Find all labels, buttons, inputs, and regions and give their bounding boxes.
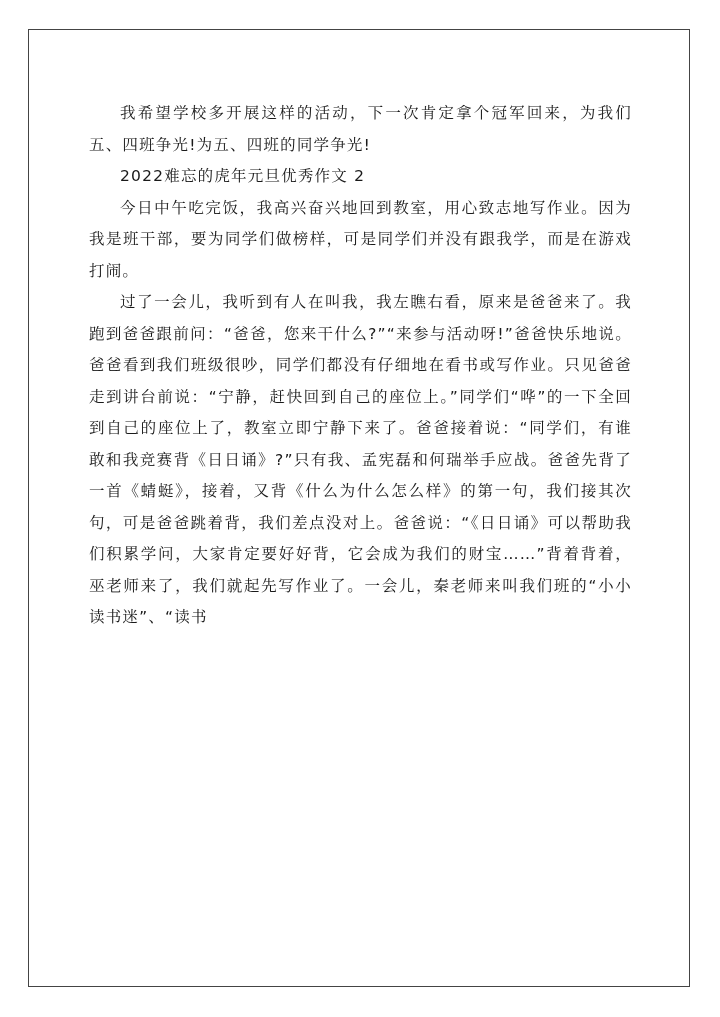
paragraph-lunch: 今日中午吃完饭，我高兴奋兴地回到教室，用心致志地写作业。因为我是班干部，要为同学们做榜样，可是同学们并没有跟我学，而是在游戏打闹。 [89,198,632,280]
essay-heading: 2022难忘的虎年元旦优秀作文 2 [120,167,366,185]
document-body [89,98,632,634]
paragraph-closing-wish: 我希望学校多开展这样的活动，下一次肯定拿个冠军回来，为我们五、四班争光!为五、四班的同学争光! [89,104,632,154]
paragraph-dad-visit: 过了一会儿，我听到有人在叫我，我左瞧右看，原来是爸爸来了。我跑到爸爸跟前问：“爸爸，您来干什么?”“来参与活动呀!”爸爸快乐地说。爸爸看到我们班级很吵，同学们都没有仔细地在看书或写作业。只见爸爸走到讲台前说：“宁静，赶快回到自己的座位上。”同学们“哗”的一下全回到自己的座位上了，教室立即宁静下来了。爸爸接着说：“同学们，有谁敢和我竞赛背《日日诵》?”只有我、孟宪磊和何瑞举手应战。爸爸先背了一首《蜻蜓》，接着，又背《什么为什么怎么样》的第一句，我们接其次句，可是爸爸跳着背，我们差点没对上。爸爸说：“《日日诵》可以帮助我们积累学问，大家肯定要好好背，它会成为我们的财宝……”背着背着，巫老师来了，我们就起先写作业了。一会儿，秦老师来叫我们班的“小小读书迷”、“读书 [89,293,632,626]
